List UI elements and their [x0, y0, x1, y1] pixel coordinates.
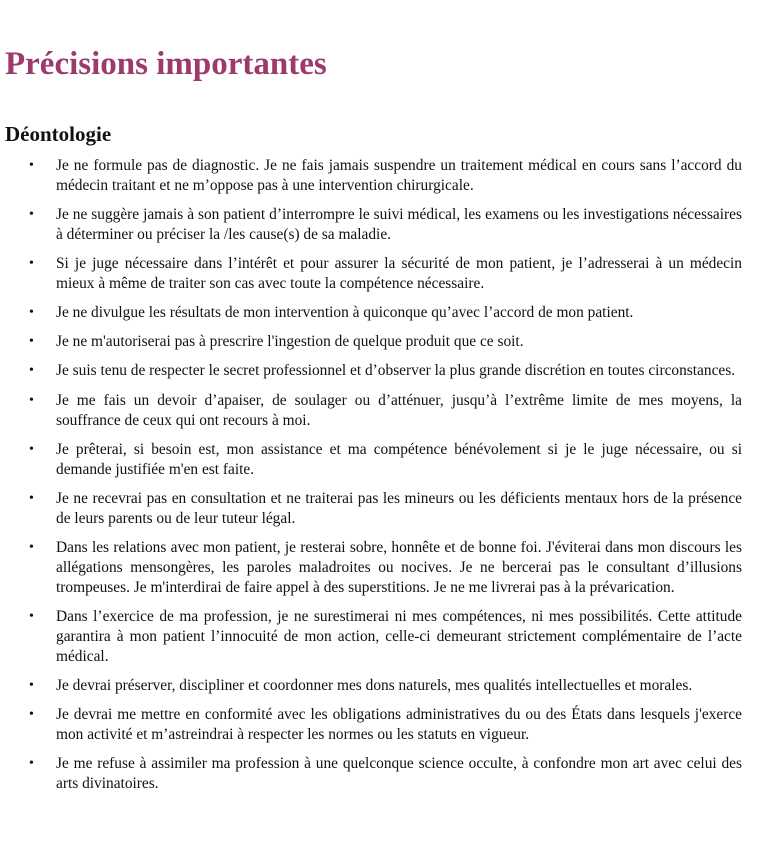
- list-item: [0, 391, 742, 431]
- list-item: [0, 440, 742, 480]
- deontology-list: [0, 156, 742, 803]
- list-item-text: Je suis tenu de respecter le secret professionnel et d’observer la plus grande discrétion en toutes circonstances.: [56, 362, 736, 380]
- bullet-icon: •: [29, 539, 34, 555]
- list-item: [0, 303, 742, 323]
- list-item-text: Dans l’exercice de ma profession, je ne surestimerai ni mes compétences, ni mes possibilités. Cette attitude garantira à mon patient l’innocuité de mon action, celle-ci demeurant strictement complémentaire de l’acte médical.: [56, 607, 742, 665]
- list-item: [0, 607, 742, 667]
- bullet-icon: •: [29, 678, 34, 694]
- list-item-text: Je devrai me mettre en conformité avec les obligations administratives du ou des États dans lesquels j'exerce mon activité et m’astreindrai à respecter les normes ou les statuts en vigueur.: [56, 706, 742, 744]
- list-item-text: Je ne suggère jamais à son patient d’interrompre le suivi médical, les examens ou les investigations nécessaires à déterminer ou préciser la /les cause(s) de sa maladie.: [56, 206, 742, 244]
- list-item-text: Je me fais un devoir d’apaiser, de soulager ou d’atténuer, jusqu’à l’extrême limite de mes moyens, la souffrance de ceux qui ont recours à moi.: [56, 391, 742, 429]
- bullet-icon: •: [29, 756, 34, 772]
- list-item: [0, 205, 742, 245]
- list-item-text: Je devrai préserver, discipliner et coordonner mes dons naturels, mes qualités intellectuelles et morales.: [56, 677, 693, 695]
- section-heading: Déontologie: [5, 122, 112, 146]
- page-title: Précisions importantes: [5, 46, 327, 82]
- bullet-icon: •: [29, 158, 34, 173]
- bullet-icon: •: [29, 608, 34, 624]
- list-item: [0, 538, 742, 598]
- list-item: [0, 676, 742, 696]
- bullet-icon: •: [29, 707, 34, 723]
- bullet-icon: •: [29, 392, 34, 408]
- list-item-text: Je prêterai, si besoin est, mon assistance et ma compétence bénévolement si je le juge nécessaire, ou si demande justifiée m'en est faite.: [56, 440, 742, 478]
- bullet-icon: •: [29, 441, 34, 457]
- list-item-text: Je ne formule pas de diagnostic. Je ne fais jamais suspendre un traitement médical en cours sans l’accord du médecin traitant et ne m’oppose pas à une intervention chirurgicale.: [56, 157, 742, 194]
- list-item: [0, 254, 742, 294]
- bullet-icon: •: [29, 490, 34, 506]
- bullet-icon: •: [29, 334, 34, 350]
- bullet-icon: •: [29, 207, 34, 223]
- list-item-text: Je ne m'autoriserai pas à prescrire l'ingestion de quelque produit que ce soit.: [56, 333, 524, 351]
- list-item-text: Je ne divulgue les résultats de mon intervention à quiconque qu’avec l’accord de mon patient.: [56, 304, 634, 322]
- list-item: [0, 754, 742, 794]
- list-item: [0, 705, 742, 745]
- bullet-icon: •: [29, 363, 34, 379]
- list-item: [0, 332, 742, 352]
- list-item: [0, 361, 742, 381]
- list-item-text: Dans les relations avec mon patient, je resterai sobre, honnête et de bonne foi. J'éviterai dans mon discours les allégations mensongères, les paroles maladroites ou nocives. Je ne bercerai pas le consultant d’illusions trompeuses. Je m'interdirai de faire appel à des superstitions. Je ne me livrerai pas à la prévarication.: [56, 538, 742, 596]
- list-item-text: Si je juge nécessaire dans l’intérêt et pour assurer la sécurité de mon patient, je l’adresserai à un médecin mieux à même de traiter son cas avec toute la compétence nécessaire.: [56, 255, 742, 293]
- list-item-text: Je me refuse à assimiler ma profession à une quelconque science occulte, à confondre mon art avec celui des arts divinatoires.: [56, 755, 742, 793]
- list-item: [0, 489, 742, 529]
- bullet-icon: •: [29, 305, 34, 321]
- list-item-text: Je ne recevrai pas en consultation et ne traiterai pas les mineurs ou les déficients mentaux hors de la présence de leurs parents ou de leur tuteur légal.: [56, 489, 742, 527]
- list-item: [0, 156, 742, 196]
- bullet-icon: •: [29, 256, 34, 272]
